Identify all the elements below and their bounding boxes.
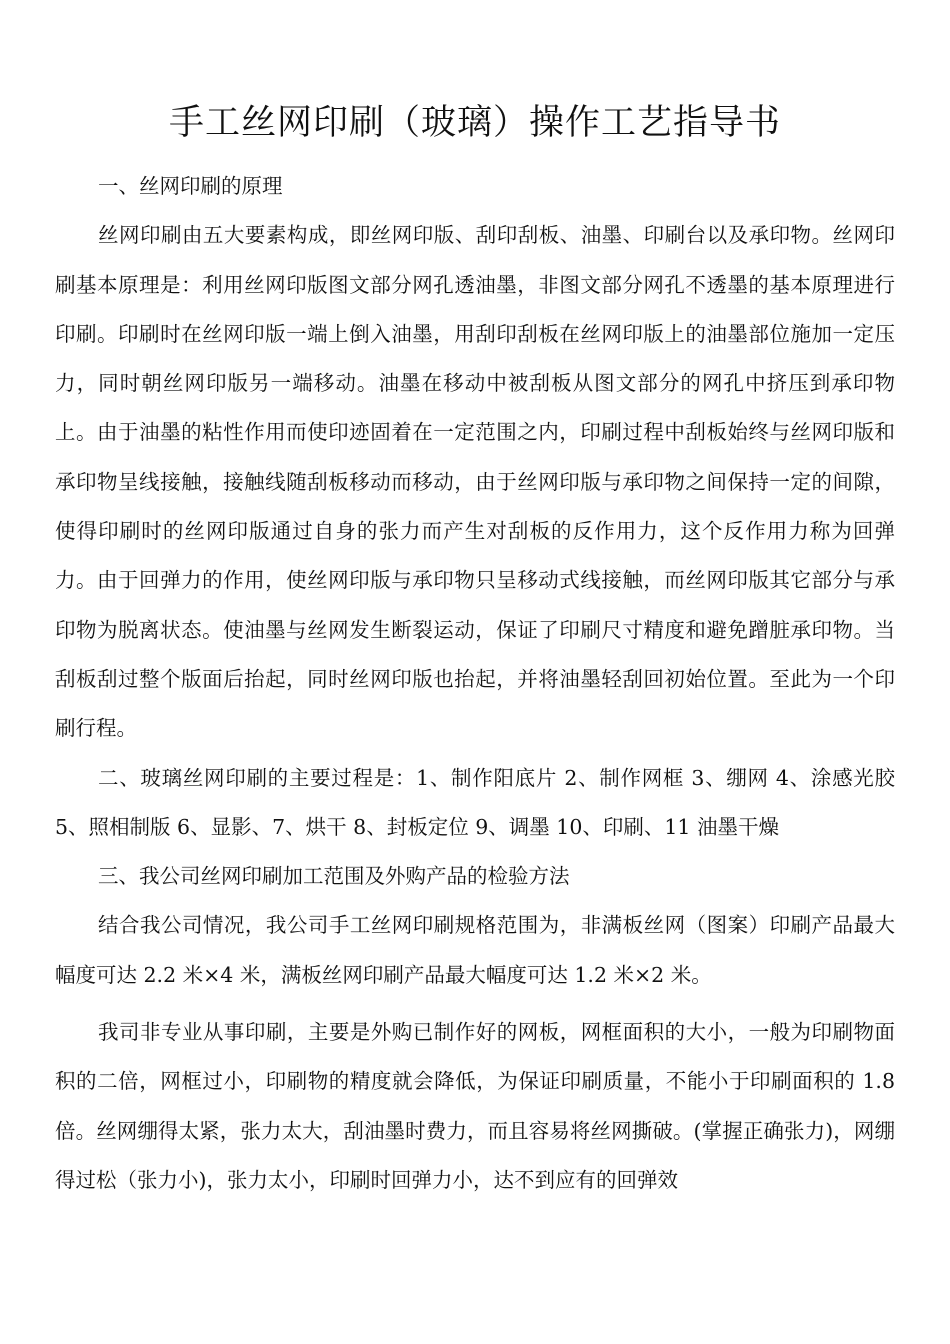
section-heading-scope: 三、我公司丝网印刷加工范围及外购产品的检验方法 bbox=[98, 864, 570, 889]
document-body bbox=[55, 162, 895, 1205]
paragraph-screen-frame: 我司非专业从事印刷，主要是外购已制作好的网板，网框面积的大小，一般为印刷物面积的二倍，网框过小，印刷物的精度就会降低，为保证印刷质量，不能小于印刷面积的 1.8 倍。丝网绷得太紧，张力太大，刮油墨时费力，而且容易将丝网撕破。(掌握正确张力)，网绷得过松（张力小)，张力太小，印刷时回弹力小，达不到应有的回弹效 bbox=[55, 1020, 895, 1192]
paragraph-process: 二、玻璃丝网印刷的主要过程是：1、制作阳底片 2、制作网框 3、绷网 4、涂感光胶 5、照相制版 6、显影、7、烘干 8、封板定位 9、调墨 10、印刷、11 油墨干燥 bbox=[55, 765, 895, 839]
document-title: 手工丝网印刷（玻璃）操作工艺指导书 bbox=[168, 103, 781, 143]
paragraph-scope: 结合我公司情况，我公司手工丝网印刷规格范围为，非满板丝网（图案）印刷产品最大幅度可达 2.2 米×4 米，满板丝网印刷产品最大幅度可达 1.2 米×2 米。 bbox=[55, 913, 895, 987]
paragraph-principle: 丝网印刷由五大要素构成，即丝网印版、刮印刮板、油墨、印刷台以及承印物。丝网印刷基本原理是：利用丝网印版图文部分网孔透油墨，非图文部分网孔不透墨的基本原理进行印刷。印刷时在丝网印版一端上倒入油墨，用刮印刮板在丝网印版上的油墨部位施加一定压力，同时朝丝网印版另一端移动。油墨在移动中被刮板从图文部分的网孔中挤压到承印物上。由于油墨的粘性作用而使印迹固着在一定范围之内，印刷过程中刮板始终与丝网印版和承印物呈线接触，接触线随刮板移动而移动，由于丝网印版与承印物之间保持一定的间隙，使得印刷时的丝网印版通过自身的张力而产生对刮板的反作用力，这个反作用力称为回弹力。由于回弹力的作用，使丝网印版与承印物只呈移动式线接触，而丝网印版其它部分与承印物为脱离状态。使油墨与丝网发生断裂运动，保证了印刷尺寸精度和避免蹭脏承印物。当刮板刮过整个版面后抬起，同时丝网印版也抬起，并将油墨轻刮回初始位置。至此为一个印刷行程。 bbox=[55, 223, 895, 741]
section-heading-principle: 一、丝网印刷的原理 bbox=[98, 174, 283, 198]
